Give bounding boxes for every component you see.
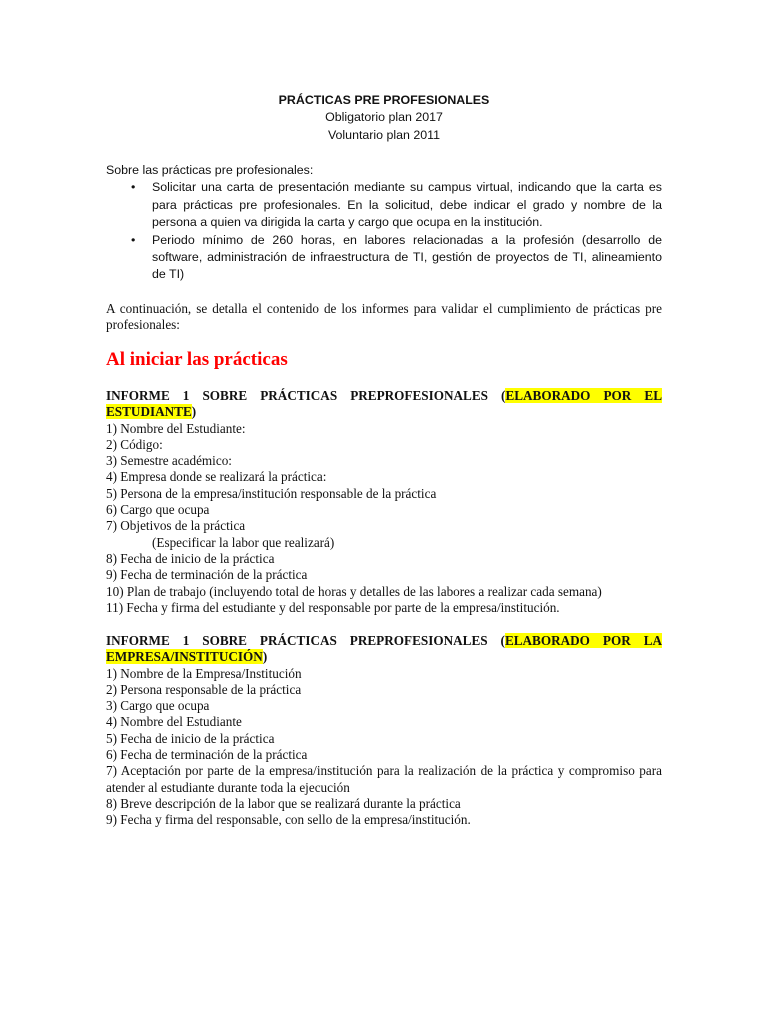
informe-estudiante-items: [106, 421, 662, 617]
list-item: 8) Fecha de inicio de la práctica: [106, 550, 275, 566]
document-subtitle-2017: Obligatorio plan 2017: [325, 110, 443, 125]
title-prefix: INFORME 1 SOBRE PRÁCTICAS PREPROFESIONALES (: [106, 388, 506, 403]
list-item-note: (Especificar la labor que realizará): [152, 534, 335, 550]
list-item: 11) Fecha y firma del estudiante y del responsable por parte de la empresa/institución.: [106, 599, 560, 615]
bullet-item: [106, 179, 662, 231]
informe-estudiante-title: [106, 388, 662, 421]
list-item: 2) Persona responsable de la práctica: [106, 681, 302, 697]
list-item: 4) Nombre del Estudiante: [106, 714, 242, 730]
intro-section: [106, 162, 662, 284]
informe-estudiante-section: [106, 388, 662, 616]
list-item: 10) Plan de trabajo (incluyendo total de horas y detalles de las labores a realizar cada semana): [106, 583, 602, 599]
list-item: 9) Fecha de terminación de la práctica: [106, 567, 308, 583]
list-item: 6) Cargo que ocupa: [106, 502, 210, 518]
informe-empresa-items: [106, 666, 662, 829]
intro-paragraph: A continuación, se detalla el contenido de los informes para validar el cumplimiento de prácticas pre profesionales:: [106, 301, 662, 333]
title-highlight: ELABORADO POR EL ESTUDIANTE: [106, 388, 662, 420]
informe-empresa-section: [106, 633, 662, 829]
list-item: 3) Semestre académico:: [106, 453, 232, 469]
document-title-block: [106, 92, 662, 144]
document-subtitle-2011: Voluntario plan 2011: [327, 127, 441, 142]
section-heading: Al iniciar las prácticas: [106, 349, 288, 370]
informe-empresa-title: [106, 633, 662, 666]
list-item: 7) Aceptación por parte de la empresa/institución para la realización de la práctica y compromiso para atender al estudiante durante toda la ejecución: [106, 763, 662, 795]
bullet-item: [106, 232, 662, 284]
intro-bullet-list: [106, 179, 662, 283]
list-item: 4) Empresa donde se realizará la práctica:: [106, 469, 327, 485]
list-item: 5) Persona de la empresa/institución responsable de la práctica: [106, 485, 437, 501]
title-suffix: ): [191, 404, 197, 420]
list-item: 6) Fecha de terminación de la práctica: [106, 747, 308, 763]
intro-lead: Sobre las prácticas pre profesionales:: [106, 163, 314, 177]
list-item: 8) Breve descripción de la labor que se realizará durante la práctica: [106, 795, 461, 811]
list-item: 1) Nombre de la Empresa/Institución: [106, 665, 302, 681]
title-suffix: ): [262, 649, 268, 665]
bullet-dot-icon: •: [131, 180, 136, 195]
title-highlight: ELABORADO POR LA EMPRESA/INSTITUCIÓN: [106, 633, 663, 665]
title-prefix: INFORME 1 SOBRE PRÁCTICAS PREPROFESIONALES (: [106, 633, 505, 648]
bullet-text: Periodo mínimo de 260 horas, en labores relacionadas a la profesión (desarrollo de software, administración de infraestructura de TI, gestión de proyectos de TI, alineamiento de TI): [152, 232, 662, 282]
list-item: 1) Nombre del Estudiante:: [106, 420, 246, 436]
list-item: 9) Fecha y firma del responsable, con sello de la empresa/institución.: [106, 812, 471, 828]
list-item: 7) Objetivos de la práctica: [106, 518, 246, 534]
list-item: 3) Cargo que ocupa: [106, 698, 210, 714]
bullet-dot-icon: •: [131, 232, 136, 247]
list-item: 2) Código:: [106, 436, 163, 452]
list-item: 5) Fecha de inicio de la práctica: [106, 730, 275, 746]
document-title: PRÁCTICAS PRE PROFESIONALES: [278, 93, 490, 107]
bullet-text: Solicitar una carta de presentación mediante su campus virtual, indicando que la carta es para prácticas pre profesionales. En la solicitud, debe indicar el grado y nombre de la persona a quien va dirigida la carta y cargo que ocupa en la institución.: [152, 180, 662, 230]
